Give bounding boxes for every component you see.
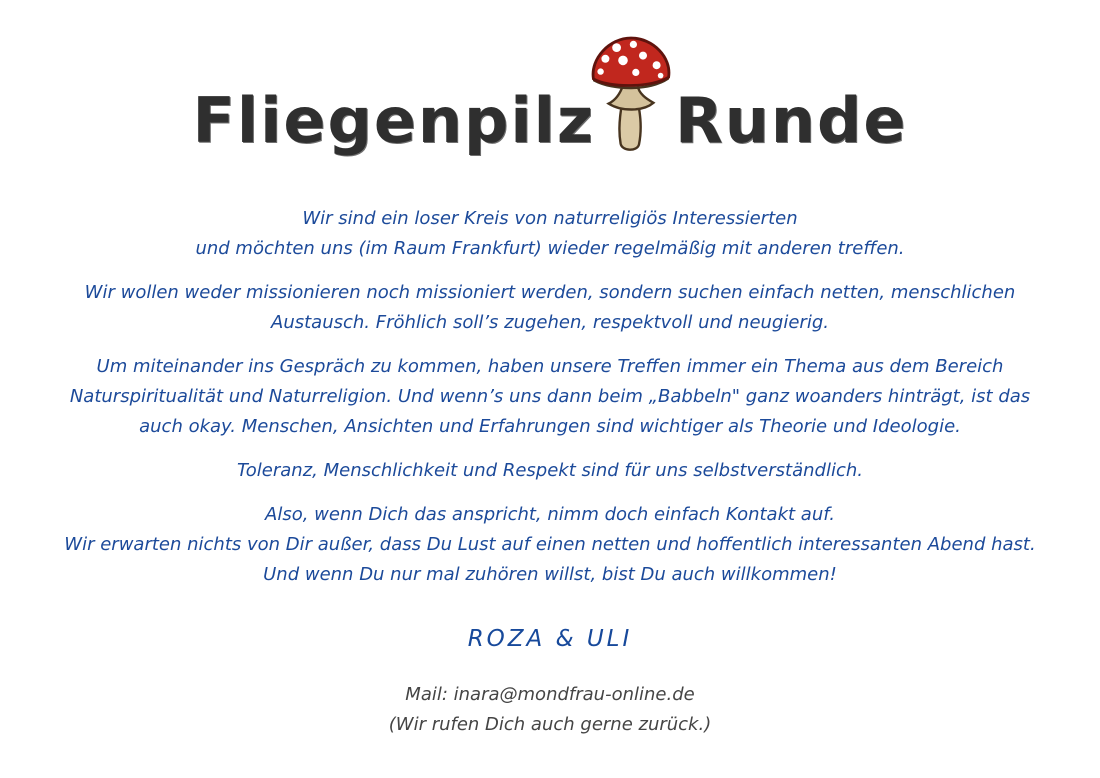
contact-callback-line: (Wir rufen Dich auch gerne zurück.) bbox=[388, 714, 712, 735]
site-title-left: Fliegenpilz bbox=[192, 84, 595, 157]
contact-block bbox=[0, 680, 1100, 740]
text-line: Wir wollen weder missionieren noch missioniert werden, sondern suchen einfach netten, menschlichen bbox=[84, 282, 1016, 303]
contact-email-line: Mail: inara@mondfrau-online.de bbox=[405, 684, 695, 705]
site-title bbox=[0, 28, 1100, 160]
signature-names: ROZA & ULI bbox=[467, 626, 633, 652]
paragraph-tolerance bbox=[0, 456, 1100, 486]
text-line: Und wenn Du nur mal zuhören willst, bist Du auch willkommen! bbox=[263, 564, 837, 585]
intro-text bbox=[0, 204, 1100, 590]
text-line: Um miteinander ins Gespräch zu kommen, haben unsere Treffen immer ein Thema aus dem Bereich bbox=[96, 356, 1004, 377]
site-header bbox=[0, 28, 1100, 160]
site-title-right: Runde bbox=[675, 84, 908, 157]
fly-agaric-mushroom-icon bbox=[583, 28, 679, 160]
text-line: Naturspiritualität und Naturreligion. Und wenn’s uns dann beim „Babbeln" ganz woanders hinträgt, ist das bbox=[69, 386, 1031, 407]
text-line: Toleranz, Menschlichkeit und Respekt sind für uns selbstverständlich. bbox=[237, 460, 863, 481]
text-line: Wir erwarten nichts von Dir außer, dass Du Lust auf einen netten und hoffentlich interessanten Abend hast. bbox=[64, 534, 1036, 555]
paragraph-about-group bbox=[0, 204, 1100, 264]
paragraph-no-missionizing bbox=[0, 278, 1100, 338]
text-line: und möchten uns (im Raum Frankfurt) wieder regelmäßig mit anderen treffen. bbox=[195, 238, 905, 259]
text-line: Austausch. Fröhlich soll’s zugehen, respektvoll und neugierig. bbox=[271, 312, 829, 333]
text-line: auch okay. Menschen, Ansichten und Erfahrungen sind wichtiger als Theorie und Ideologie. bbox=[139, 416, 961, 437]
paragraph-meeting-themes bbox=[0, 352, 1100, 442]
text-line: Wir sind ein loser Kreis von naturreligiös Interessierten bbox=[302, 208, 798, 229]
paragraph-contact-invite bbox=[0, 500, 1100, 590]
text-line: Also, wenn Dich das anspricht, nimm doch einfach Kontakt auf. bbox=[265, 504, 835, 525]
